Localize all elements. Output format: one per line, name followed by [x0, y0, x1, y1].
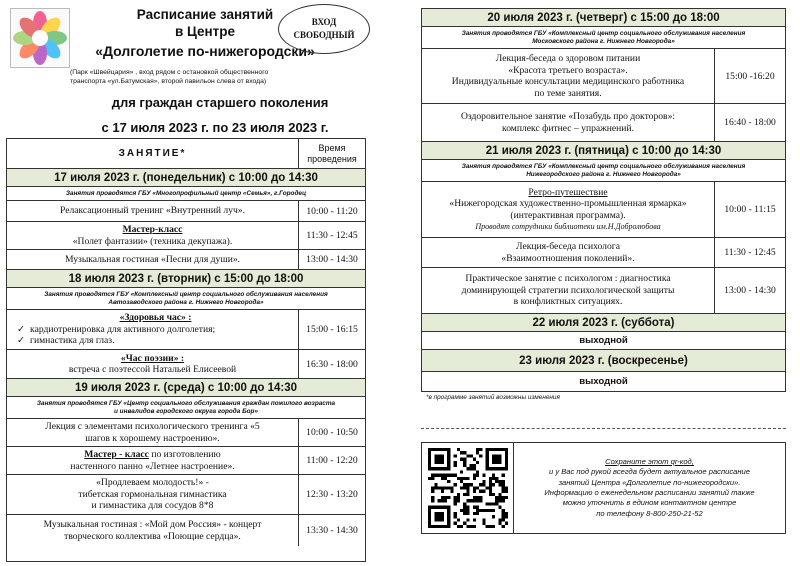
time-cell: 13:30 - 14:30	[306, 525, 358, 536]
activity-line: шагов к хорошему настроению».	[85, 432, 220, 444]
activity-line: в конфликтных ситуациях.	[513, 296, 623, 308]
qr-text-line: Информацию о еженедельном расписании занятий также	[544, 488, 755, 497]
activity-line: Лекция-беседа психолога	[516, 241, 620, 252]
activity-line: Мастер - класс	[84, 449, 149, 460]
activity-line: и гимнастика для сосудов 8*8	[91, 500, 214, 512]
organizer-text: Московского района г. Нижнего Новгорода»	[532, 37, 675, 45]
organizer-note-friday	[422, 160, 785, 182]
qr-text-line: занятий Центра «Долголетие по-нижегородски».	[558, 477, 741, 487]
time-cell: 12:30 - 13:20	[306, 489, 358, 500]
activity-line: тибетская гормональная гимнастика	[78, 488, 227, 500]
time-cell: 13:00 - 14:30	[724, 285, 776, 296]
activity-cell	[7, 515, 299, 546]
table-row	[7, 419, 365, 447]
time-cell: 16:30 - 18:00	[306, 358, 358, 370]
center-name: «Долголетие по-нижегородски»	[95, 43, 315, 59]
time-cell: 13:00 - 14:30	[306, 254, 358, 265]
list-item	[17, 335, 115, 347]
activity-line: «Здоровья час» :	[119, 312, 192, 324]
time-cell: 10:00 - 10:50	[306, 427, 358, 438]
table-row	[7, 201, 365, 222]
activity-line: «Взаимоотношения поколений».	[501, 252, 635, 264]
activity-line: Практическое занятие с психологом : диагностика	[465, 273, 671, 285]
day-header-friday: 21 июля 2023 г. (пятница) с 10:00 до 14:30	[422, 142, 785, 160]
schedule-table-left	[6, 138, 366, 562]
day-header-saturday: 22 июля 2023 г. (суббота)	[422, 314, 785, 332]
activity-column-header: ЗАНЯТИЕ*	[7, 139, 299, 168]
table-row	[7, 250, 365, 270]
center-label: в Центре	[174, 24, 236, 39]
organizer-note-monday	[7, 187, 365, 201]
organizer-text: Автозаводского района г. Нижнего Новгорода»	[108, 298, 264, 306]
time-cell: 10:00 - 11:20	[306, 205, 358, 217]
table-row	[7, 515, 365, 546]
time-cell: 11:30 - 12:45	[306, 230, 358, 241]
organizer-text: Занятия проводятся ГБУ «Комплексный центр социального обслуживания населения	[461, 29, 746, 37]
activity-line: «Продлеваем молодость!» -	[96, 477, 209, 489]
day-header-thursday: 20 июля 2023 г. (четверг) с 15:00 до 18:00	[422, 9, 785, 27]
flower-logo-icon	[11, 9, 69, 67]
activity-cell	[7, 419, 299, 446]
table-row	[7, 350, 365, 379]
center-logo	[10, 8, 70, 68]
activity-line: «Полет фантазии» (техника декупажа).	[72, 235, 233, 247]
table-row	[422, 104, 785, 142]
organizer-text: Занятия проводятся ГБУ «Многопрофильный центр «Семья», г.Городец	[65, 189, 307, 197]
table-row	[422, 182, 785, 238]
time-cell: 11:00 - 12:20	[306, 455, 358, 466]
list-item	[17, 324, 215, 336]
table-row	[422, 268, 785, 314]
activity-cell	[422, 238, 715, 267]
qr-code[interactable]	[422, 443, 514, 533]
organizer-text: и инвалидов городского округа города Бор»	[114, 407, 258, 415]
activity-line: комплекс фитнес – упражнений.	[502, 122, 634, 134]
table-row	[7, 310, 365, 350]
activity-line: встреча с поэтессой Натальей Елисеевой	[68, 364, 237, 375]
badge-line-2: СВОБОДНЫЙ	[293, 30, 355, 40]
organizer-text: Занятия проводятся ГБУ «Комплексный центр социального обслуживания населения	[461, 162, 746, 170]
activity-line: (интерактивная программа).	[510, 209, 626, 221]
activity-cell	[422, 182, 715, 237]
table-row	[7, 475, 365, 515]
activity-line: творческого коллектива «Поющие сердца».	[64, 530, 241, 542]
activity-line: Лекция с элементами психологического тренинга «5	[45, 421, 260, 432]
activity-cell: Релаксационный тренинг «Внутренний луч».	[7, 201, 299, 221]
audience-label: для граждан старшего поколения	[111, 95, 329, 110]
organizer-text: Занятия проводятся ГБУ «Комплексный центр социального обслуживания населения	[44, 290, 328, 298]
time-cell: 16:40 - 18:00	[724, 117, 776, 128]
time-cell: 15:00 - 16:15	[306, 324, 358, 335]
day-off-sunday: выходной	[579, 376, 628, 387]
day-header-monday: 17 июля 2023 г. (понедельник) с 10:00 до 14:30	[7, 169, 365, 187]
activity-cell	[422, 104, 715, 141]
activity-cell	[7, 475, 299, 514]
qr-code-icon	[428, 448, 508, 528]
day-off-saturday: выходной	[422, 332, 785, 350]
activity-cell	[7, 447, 299, 474]
activity-cell	[422, 268, 715, 313]
activity-cell	[7, 350, 299, 378]
organizer-text: Занятия проводятся ГБУ «Центр социального обслуживания граждан пожилого возраста	[36, 399, 336, 407]
day-header-wednesday: 19 июля 2023 г. (среда) с 10:00 до 14:30	[7, 379, 365, 397]
time-header-line-2: проведения	[307, 153, 357, 164]
changes-footnote: *в программе занятий возможны изменения	[426, 394, 560, 401]
time-cell: 10:00 - 11:15	[724, 204, 776, 215]
table-row	[7, 222, 365, 250]
schedule-table-right	[421, 8, 786, 392]
activity-line: «Красота третьего возраста».	[508, 64, 628, 76]
activity-line: Лекция-беседа о здоровом питании	[495, 53, 641, 64]
activity-line: настенного панно «Летнее настроение».	[70, 460, 235, 472]
qr-text-line: и у Вас под рукой всегда будет актуальное расписание	[548, 467, 751, 477]
activity-line: доминирующей стратегии психологической защиты	[461, 284, 675, 296]
address-line-1: (Парк «Швейцария» , вход рядом с остановкой общественного	[70, 69, 269, 76]
activity-line: Ретро-путешествие	[528, 186, 608, 198]
table-header-row	[7, 139, 365, 169]
badge-line-1: ВХОД	[311, 17, 337, 27]
organizer-note-tuesday	[7, 288, 365, 310]
time-header-line-1: Время	[318, 142, 346, 153]
activity-line: Мастер-класс	[122, 224, 183, 235]
activity-line: Проводят сотрудники библиотеки им.Н.Добролюбова	[475, 222, 661, 231]
date-range: с 17 июля 2023 г. по 23 июля 2023 г.	[101, 120, 329, 135]
activity-cell	[7, 310, 299, 349]
divider	[421, 428, 786, 429]
activity-line: «Час поэзии» :	[120, 352, 185, 364]
qr-description	[514, 443, 785, 533]
checkmark-icon: ✓	[17, 323, 26, 335]
activity-line: гимнастика для глаз.	[30, 335, 115, 347]
activity-line: по теме занятия.	[534, 87, 602, 99]
time-cell: 15:00 -16:20	[725, 70, 775, 82]
table-row	[422, 49, 785, 104]
time-column-header	[299, 139, 365, 168]
table-row	[7, 447, 365, 475]
activity-line: по изготовлению	[148, 449, 221, 460]
activity-line: Музыкальная гостиная : «Мой дом Россия» - концерт	[43, 519, 262, 530]
time-cell: 11:30 - 12:45	[724, 247, 776, 258]
qr-info-box	[421, 442, 786, 534]
activity-line: Индивидуальные консультации медицинского работника	[451, 76, 685, 87]
day-header-sunday: 23 июля 2023 г. (воскресенье)	[422, 350, 785, 372]
organizer-text: Нижегородского района г. Нижнего Новгорода»	[526, 170, 681, 178]
day-header-tuesday: 18 июля 2023 г. (вторник) с 15:00 до 18:00	[7, 270, 365, 288]
activity-line: Оздоровительное занятие «Позабудь про докторов»:	[460, 111, 676, 122]
schedule-title: Расписание занятий	[136, 7, 274, 22]
activity-cell: Музыкальная гостиная «Песни для души».	[7, 250, 299, 269]
free-entry-badge	[278, 4, 370, 54]
table-row	[422, 238, 785, 268]
activity-cell	[7, 222, 299, 249]
activity-cell	[422, 49, 715, 103]
qr-text-line: можно уточнить в едином контактном центре	[562, 498, 737, 508]
activity-line: кардиотренировка для активного долголетия;	[30, 323, 216, 335]
checkmark-icon: ✓	[17, 335, 26, 347]
address-note	[70, 69, 370, 87]
organizer-note-thursday	[422, 27, 785, 49]
phone-number: по телефону 8-800-250-21-52	[596, 508, 703, 518]
activity-line: «Нижегородская художественно-промышленная ярмарка»	[449, 198, 687, 209]
organizer-note-wednesday	[7, 397, 365, 419]
address-line-2: транспорта «ул.Батумская», второй павильон слева от входа)	[70, 77, 267, 85]
qr-text-line: Сохраните этот qr-код,	[605, 456, 694, 466]
